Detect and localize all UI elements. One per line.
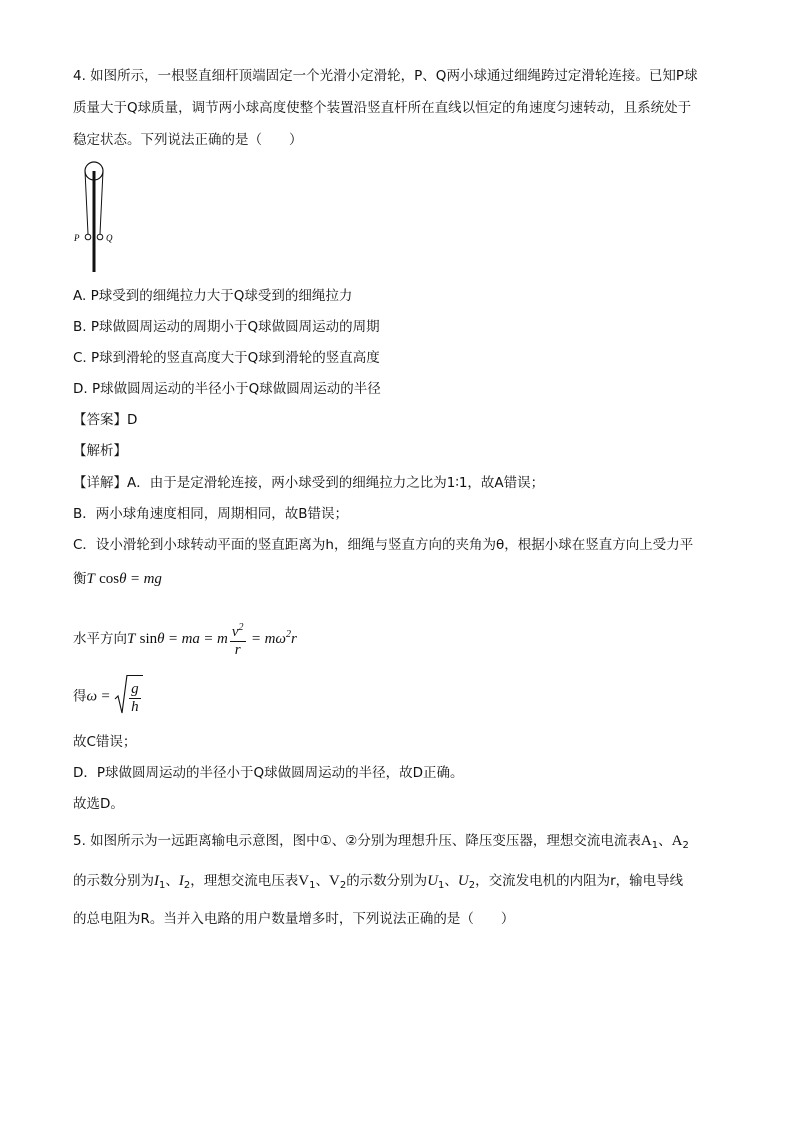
- q5-line-3: 的总电阻为R。当并入电路的用户数量增多时，下列说法正确的是（ ）: [73, 911, 515, 927]
- label-p: P: [74, 233, 80, 243]
- eq1-cos: cos: [99, 571, 120, 587]
- q5-line-1: [73, 831, 689, 856]
- eq1-rhs: mg: [143, 571, 162, 587]
- ball-p: [85, 234, 91, 240]
- q5-I1: I: [154, 873, 159, 889]
- q4-eq1-line: [73, 569, 162, 589]
- eq3-num: g: [131, 680, 139, 697]
- eq1-T: T: [86, 571, 95, 587]
- q5-V1-sub: 1: [309, 880, 316, 891]
- eq2-equals-1: =: [168, 631, 178, 647]
- q4-detail-a: 【详解】A．由于是定滑轮连接，两小球受到的细绳拉力之比为1∶1，故A错误；: [73, 475, 545, 491]
- q4-eq2-line: [73, 615, 297, 659]
- q5-V2: V: [328, 873, 340, 889]
- q5-V2-sub: 2: [339, 880, 347, 891]
- q4-eq3-line: [73, 673, 143, 720]
- q5-l2-sep2: 、: [315, 873, 329, 889]
- q4-detail-c1: C．设小滑轮到小球转动平面的竖直距离为h，细绳与竖直方向的夹角为θ，根据小球在竖直方向上受力平: [73, 537, 694, 553]
- q4-detail-d: D．P球做圆周运动的半径小于Q球做圆周运动的半径，故D正确。: [73, 765, 464, 781]
- rope-right: [100, 171, 103, 234]
- q5-U2: U: [457, 873, 469, 889]
- q4-option-b: B. P球做圆周运动的周期小于Q球做圆周运动的周期: [73, 319, 380, 335]
- q5-l2-t1: 的示数分别为: [73, 873, 154, 889]
- eq2-rhs: mω: [264, 631, 287, 647]
- q4-detail-c5: 故C错误；: [73, 734, 137, 750]
- q5-U2-sub: 2: [468, 880, 476, 891]
- pulley-rod-figure: [66, 158, 136, 276]
- q5-l1-sep: 、: [658, 833, 672, 849]
- q4-option-d: D. P球做圆周运动的半径小于Q球做圆周运动的半径: [73, 381, 381, 397]
- eq2-theta: θ: [157, 631, 165, 647]
- eq1-theta: θ: [119, 571, 127, 587]
- q4-answer: 【答案】D: [73, 412, 138, 428]
- q5-l2-t3: 的示数分别为: [346, 873, 428, 889]
- eq3-sqrt: [114, 673, 143, 720]
- q5-l2-sep1: 、: [165, 873, 179, 889]
- q5-U1-sub: 1: [438, 880, 445, 891]
- ball-q: [97, 234, 103, 240]
- eq3-den: h: [131, 698, 139, 715]
- q5-l1-text: 5. 如图所示为一远距离输电示意图，图中①、②分别为理想升压、降压变压器，理想交流电流表: [73, 833, 641, 849]
- eq2-m: m: [217, 631, 228, 647]
- eq3-omega: ω: [86, 688, 98, 705]
- q5-I2: I: [178, 873, 184, 889]
- eq2-T: T: [127, 631, 136, 647]
- rope-left: [85, 171, 88, 234]
- eq2-equals-2: =: [204, 631, 213, 647]
- q5-l2-sep3: 、: [444, 873, 458, 889]
- q4-choose: 故选D。: [73, 796, 124, 812]
- q5-line-2: [73, 871, 683, 896]
- q4-detail-b: B．两小球角速度相同，周期相同，故B错误；: [73, 506, 349, 522]
- eq1-prefix: 衡: [73, 571, 87, 587]
- eq2-num: v: [231, 624, 239, 640]
- label-q: Q: [106, 233, 113, 243]
- q5-ammeter-1-sub: 1: [651, 840, 659, 851]
- q5-l2-t2: ，理想交流电压表: [190, 873, 299, 889]
- q4-analysis-title: 【解析】: [73, 443, 127, 459]
- q4-stem-line-1: 4. 如图所示，一根竖直细杆顶端固定一个光滑小定滑轮，P、Q两小球通过细绳跨过定滑轮连接。已知P球: [73, 68, 698, 84]
- eq2-ma: ma: [181, 631, 200, 647]
- q5-I1-sub: 1: [159, 880, 166, 891]
- q4-stem-line-2: 质量大于Q球质量，调节两小球高度使整个装置沿竖直杆所在直线以恒定的角速度匀速转动，且系统处于: [73, 100, 692, 116]
- q5-I2-sub: 2: [183, 880, 191, 891]
- q4-option-c: C. P球到滑轮的竖直高度大于Q球到滑轮的竖直高度: [73, 350, 380, 366]
- eq2-num-sup: 2: [238, 622, 244, 633]
- q5-l2-t4: ，交流发电机的内阻为r，输电导线: [475, 873, 684, 889]
- q5-ammeter-2-sub: 2: [682, 840, 689, 851]
- eq2-den: r: [234, 642, 241, 658]
- q4-stem-line-3: 稳定状态。下列说法正确的是（ ）: [73, 132, 303, 148]
- eq2-rhs-r: r: [291, 631, 297, 647]
- eq3-prefix: 得: [73, 688, 87, 705]
- eq2-prefix: 水平方向: [73, 631, 127, 647]
- eq2-fraction: [230, 619, 246, 659]
- q5-ammeter-1: A: [640, 833, 652, 849]
- eq2-equals-3: =: [251, 631, 261, 647]
- q5-ammeter-2: A: [671, 833, 683, 849]
- q5-V1: V: [298, 873, 310, 889]
- q4-option-a: A. P球受到的细绳拉力大于Q球受到的细绳拉力: [73, 288, 353, 304]
- eq1-equals: =: [130, 571, 140, 587]
- eq2-sin: sin: [139, 631, 158, 647]
- eq3-equals: =: [101, 688, 110, 705]
- eq2-rhs-sup: 2: [286, 629, 292, 640]
- q5-U1: U: [427, 873, 439, 889]
